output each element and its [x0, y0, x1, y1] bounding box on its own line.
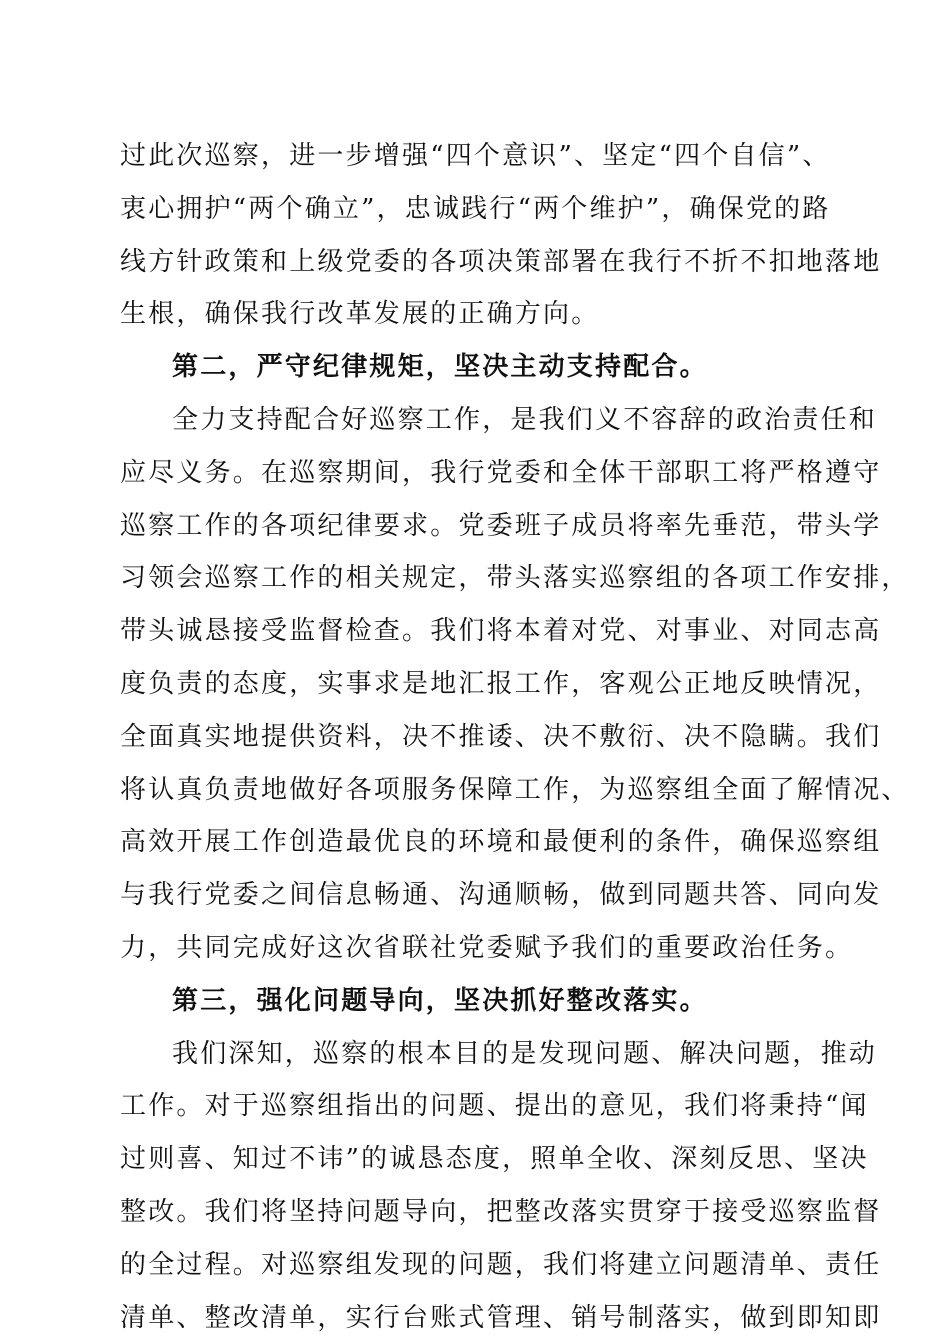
paragraph-line: 带头诚恳接受监督检查。我们将本着对党、对事业、对同志高: [120, 616, 882, 647]
document-body: [120, 130, 910, 1344]
paragraph-line: 的全过程。对巡察组发现的问题，我们将建立问题清单、责任: [120, 1249, 882, 1280]
paragraph-line: 全力支持配合好巡察工作，是我们义不容辞的政治责任和: [172, 404, 878, 435]
paragraph-line: 全面真实地提供资料，决不推诿、决不敷衍、决不隐瞒。我们: [120, 721, 882, 752]
paragraph-line: 清单、整改清单，实行台账式管理、销号制落实，做到即知即: [120, 1302, 882, 1333]
section-heading-second: 第二，严守纪律规矩，坚决主动支持配合。: [172, 352, 708, 383]
paragraph-line: 度负责的态度，实事求是地汇报工作，客观公正地反映情况，: [120, 668, 882, 699]
paragraph-line: 工作。对于巡察组指出的问题、提出的意见，我们将秉持“闻: [120, 1091, 869, 1122]
paragraph-line: 习领会巡察工作的相关规定，带头落实巡察组的各项工作安排，: [120, 563, 910, 594]
paragraph-line: 巡察工作的各项纪律要求。党委班子成员将率先垂范，带头学: [120, 510, 882, 541]
paragraph-line: 高效开展工作创造最优良的环境和最便利的条件，确保巡察组: [120, 827, 882, 858]
paragraph-line: 生根，确保我行改革发展的正确方向。: [120, 299, 600, 330]
paragraph-line: 线方针政策和上级党委的各项决策部署在我行不折不扣地落地: [120, 246, 882, 277]
paragraph-line: 过此次巡察，进一步增强“四个意识”、坚定“四个自信”、: [120, 141, 831, 171]
paragraph-line: 将认真负责地做好各项服务保障工作，为巡察组全面了解情况、: [120, 774, 910, 805]
paragraph-line: 整改。我们将坚持问题导向，把整改落实贯穿于接受巡察监督: [120, 1196, 882, 1227]
paragraph-line: 力，共同完成好这次省联社党委赋予我们的重要政治任务。: [120, 932, 854, 963]
paragraph-line: 应尽义务。在巡察期间，我行党委和全体干部职工将严格遵守: [120, 457, 882, 488]
paragraph-line: 与我行党委之间信息畅通、沟通顺畅，做到同题共答、同向发: [120, 880, 882, 911]
paragraph-line: 我们深知，巡察的根本目的是发现问题、解决问题，推动: [172, 1038, 878, 1069]
paragraph-line: 衷心拥护“两个确立”，忠诚践行“两个维护”，确保党的路: [120, 193, 831, 224]
section-heading-third: 第三，强化问题导向，坚决抓好整改落实。: [172, 985, 708, 1016]
paragraph-line: 过则喜、知过不讳”的诚恳态度，照单全收、深刻反思、坚决: [120, 1144, 869, 1175]
